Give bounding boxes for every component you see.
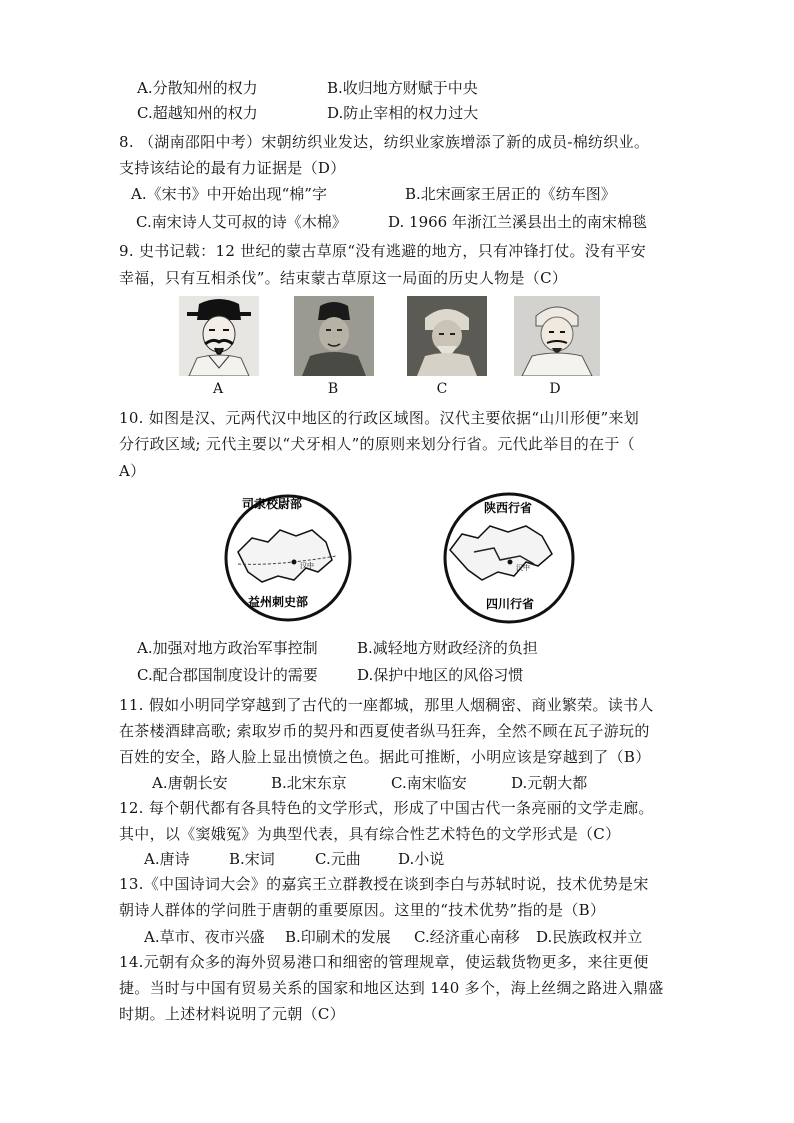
q7-option-b: B.收归地方财赋于中央 [327,79,478,97]
q7-option-a: A.分散知州的权力 [137,79,258,97]
q11-stem-line1: 11. 假如小明同学穿越到了古代的一座都城，那里人烟稠密、商业繁荣。读书人 [119,696,654,714]
q13-option-a: A.草市、夜市兴盛 [144,928,265,946]
q7-option-c: C.超越知州的权力 [137,104,258,122]
yuan-map-center-label: 汉中 [516,564,530,572]
q10-stem-line1: 10. 如图是汉、元两代汉中地区的行政区域图。汉代主要依据“山川形便”来划 [119,409,640,427]
q8-option-b: B.北宋画家王居正的《纺车图》 [405,185,616,203]
q9-stem-line1: 9. 史书记载：12 世纪的蒙古草原“没有逃避的地方，只有冲锋打仗。没有平安 [119,242,647,260]
portrait-label-b: B [327,381,339,397]
q12-option-d: D.小说 [398,850,445,868]
q8-option-a: A.《宋书》中开始出现“棉”字 [131,185,327,203]
q10-option-a: A.加强对地方政治军事控制 [137,639,318,657]
q8-option-c: C.南宋诗人艾可叔的诗《木棉》 [136,213,347,231]
q10-option-c: C.配合郡国制度设计的需要 [137,666,318,684]
portrait-label-c: C [436,381,448,397]
yuan-dynasty-map [434,482,584,636]
q12-option-c: C.元曲 [315,850,361,868]
han-map-top-label: 司隶校尉部 [242,497,303,511]
q10-stem-line2: 分行政区域; 元代主要以“犬牙相人”的原则来划分行省。元代此举目的在于（ [119,435,635,453]
portrait-label-d: D [549,381,561,397]
q11-option-d: D.元朝大都 [511,774,588,792]
q11-option-a: A.唐朝长安 [152,774,228,792]
q11-option-c: C.南宋临安 [391,774,467,792]
portrait-a [179,296,259,376]
han-map-center-label: 汉中 [300,562,314,570]
portrait-d [514,296,600,376]
q10-option-d: D.保护中地区的风俗习惯 [357,666,524,684]
q10-stem-line3: A） [119,462,146,480]
q13-option-b: B.印刷术的发展 [285,928,391,946]
q13-stem-line1: 13.《中国诗词大会》的嘉宾王立群教授在谈到李白与苏轼时说，技术优势是宋 [119,875,649,893]
yuan-map-bottom-label: 四川行省 [486,597,535,611]
portrait-c [407,296,487,376]
q13-option-d: D.民族政权并立 [536,928,643,946]
q12-stem-line2: 其中，以《窦娥冤》为典型代表，具有综合性艺术特色的文学形式是（C） [119,825,621,843]
q7-option-d: D.防止宰相的权力过大 [327,104,479,122]
q12-stem-line1: 12. 每个朝代都有各具特色的文学形式，形成了中国古代一条亮丽的文学走廊。 [119,799,654,817]
q14-stem-line2: 捷。当时与中国有贸易关系的国家和地区达到 140 多个，海上丝绸之路进入鼎盛 [119,979,664,997]
q14-stem-line1: 14.元朝有众多的海外贸易港口和细密的管理规章，使运载货物更多，来往更便 [119,953,649,971]
q9-stem-line2: 幸福，只有互相杀伐”。结束蒙古草原这一局面的历史人物是（C） [119,269,568,287]
han-dynasty-map [218,482,358,636]
q12-option-a: A.唐诗 [144,850,190,868]
q8-option-d: D. 1966 年浙江兰溪县出土的南宋棉毯 [388,213,647,231]
q10-option-b: B.减轻地方财政经济的负担 [357,639,538,657]
q8-stem-line1: 8. （湖南邵阳中考）宋朝纺织业发达，纺织业家族增添了新的成员-棉纺织业。 [119,133,650,151]
q11-stem-line3: 百姓的安全，路人脸上显出愤愤之色。据此可推断，小明应该是穿越到了（B） [119,748,651,766]
portrait-b [294,296,374,376]
q12-option-b: B.宋词 [229,850,275,868]
portrait-label-a: A [212,381,224,397]
yuan-map-top-label: 陕西行省 [484,501,533,515]
q11-stem-line2: 在茶楼酒肆高歌; 索取岁币的契丹和西夏使者纵马狂奔，全然不顾在瓦子游玩的 [119,722,650,740]
q13-stem-line2: 朝诗人群体的学问胜于唐朝的重要原因。这里的“技术优势”指的是（B） [119,901,606,919]
q14-stem-line3: 时期。上述材料说明了元朝（C） [119,1005,345,1023]
han-map-bottom-label: 益州刺史部 [248,595,309,609]
q13-option-c: C.经济重心南移 [414,928,520,946]
q11-option-b: B.北宋东京 [271,774,347,792]
q8-stem-line2: 支持该结论的最有力证据是（D） [119,159,346,177]
